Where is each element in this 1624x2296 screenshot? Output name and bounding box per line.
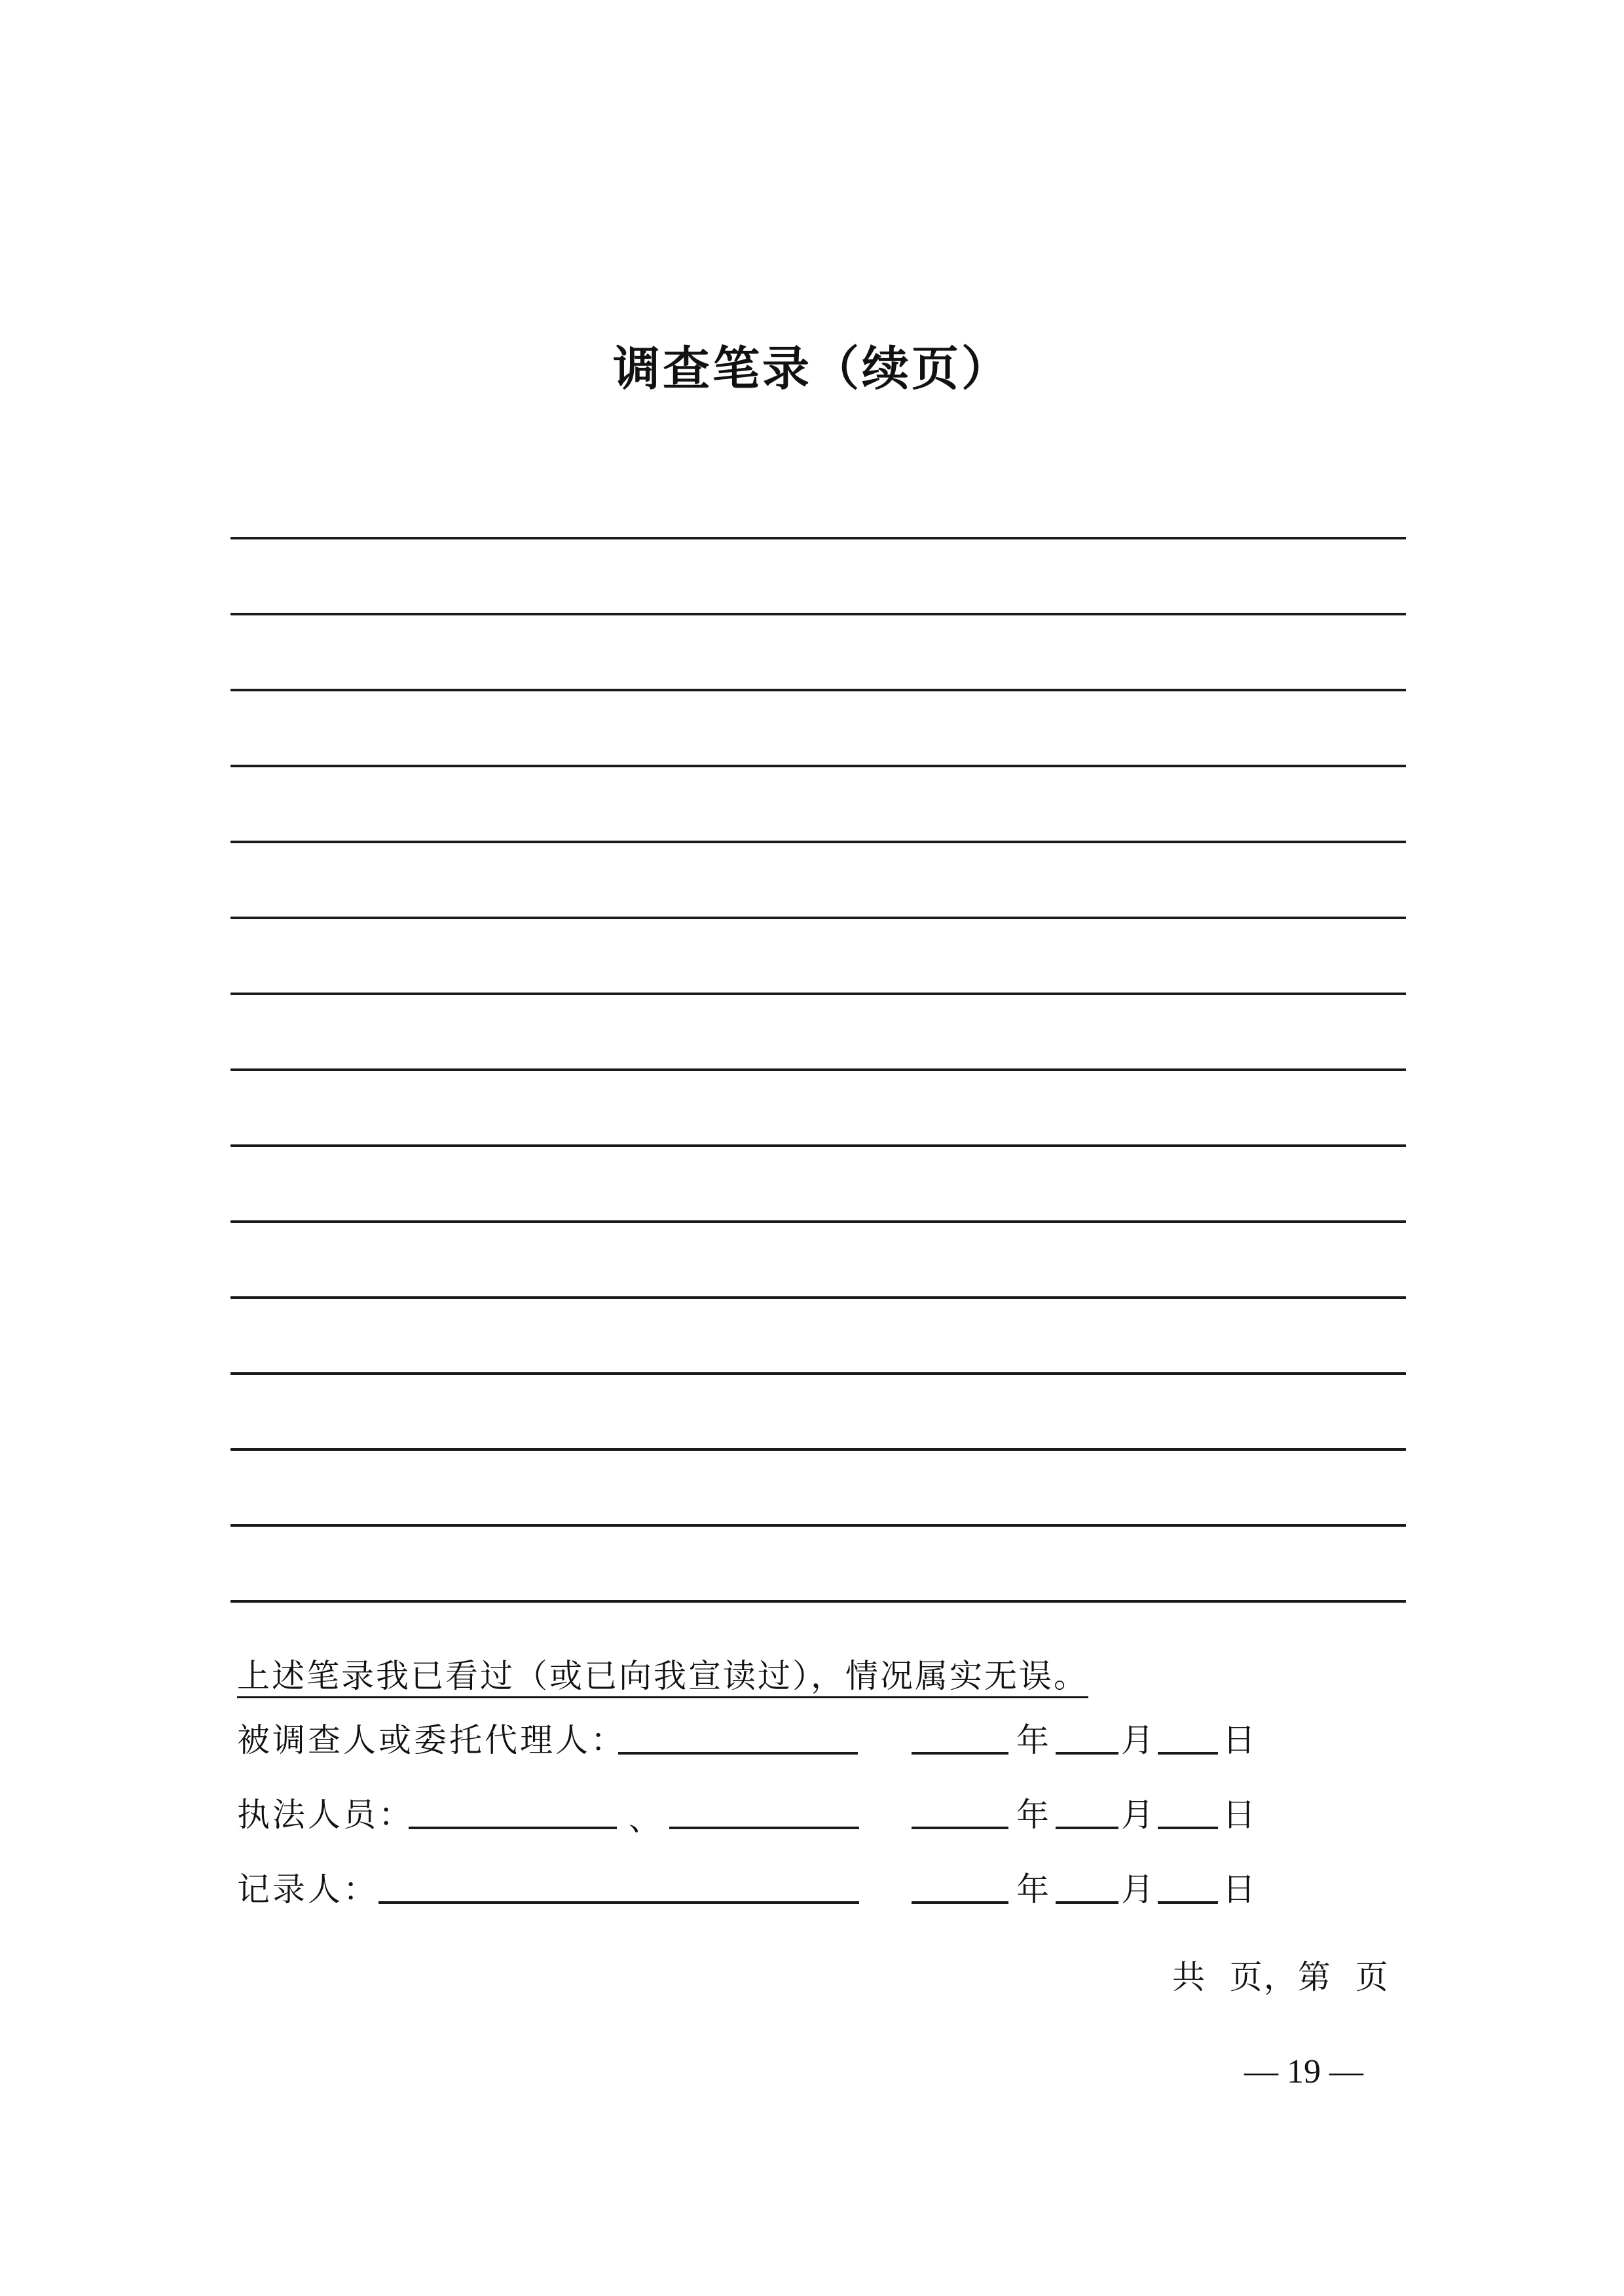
ruled-line[interactable] (231, 765, 1406, 767)
page-number: — 19 — (1244, 2053, 1363, 2090)
officer-label: 执法人员： (237, 1796, 414, 1834)
recorder-signature-blank[interactable] (378, 1901, 859, 1904)
recorder-label: 记录人： (237, 1870, 378, 1908)
respondent-label: 被调查人或委托代理人： (237, 1721, 626, 1759)
ruled-line[interactable] (231, 613, 1406, 615)
month-label: 月 (1121, 1721, 1154, 1759)
month-blank[interactable] (1056, 1752, 1118, 1755)
day-blank[interactable] (1158, 1752, 1218, 1755)
officer-signature-blank-2[interactable] (669, 1827, 859, 1829)
ruled-line[interactable] (231, 841, 1406, 843)
ruled-line[interactable] (231, 1448, 1406, 1451)
ruled-line[interactable] (231, 1296, 1406, 1299)
recorder-signature-row (237, 1863, 1416, 1909)
month-blank[interactable] (1056, 1827, 1118, 1829)
day-label: 日 (1223, 1870, 1255, 1908)
year-blank[interactable] (912, 1827, 1008, 1829)
day-label: 日 (1223, 1796, 1255, 1834)
confirmation-statement: 上述笔录我已看过（或已向我宣读过），情况属实无误。 (237, 1657, 1088, 1695)
ruled-line[interactable] (231, 1372, 1406, 1375)
year-blank[interactable] (912, 1901, 1008, 1904)
day-blank[interactable] (1158, 1901, 1218, 1904)
year-label: 年 (1016, 1796, 1049, 1834)
officer-signature-blank-1[interactable] (409, 1827, 617, 1829)
year-label: 年 (1016, 1721, 1049, 1759)
officer-separator: 、 (629, 1801, 661, 1838)
day-label: 日 (1223, 1721, 1255, 1759)
page-count: 共 页，第 页 (1172, 1958, 1390, 1996)
ruled-line[interactable] (231, 1600, 1406, 1603)
ruled-line[interactable] (231, 689, 1406, 691)
day-blank[interactable] (1158, 1827, 1218, 1829)
respondent-signature-row (237, 1714, 1416, 1760)
ruled-line[interactable] (231, 993, 1406, 995)
ruled-line[interactable] (231, 537, 1406, 539)
ruled-line[interactable] (231, 1524, 1406, 1527)
respondent-signature-blank[interactable] (618, 1752, 858, 1755)
month-blank[interactable] (1056, 1901, 1118, 1904)
year-label: 年 (1016, 1870, 1049, 1908)
ruled-line[interactable] (231, 1144, 1406, 1147)
ruled-line[interactable] (231, 1068, 1406, 1071)
month-label: 月 (1121, 1796, 1154, 1834)
month-label: 月 (1121, 1870, 1154, 1908)
page-title: 调查笔录（续页） (612, 341, 1011, 396)
ruled-line[interactable] (231, 917, 1406, 919)
ruled-line[interactable] (231, 1220, 1406, 1223)
year-blank[interactable] (912, 1752, 1008, 1755)
officer-signature-row (237, 1789, 1416, 1838)
